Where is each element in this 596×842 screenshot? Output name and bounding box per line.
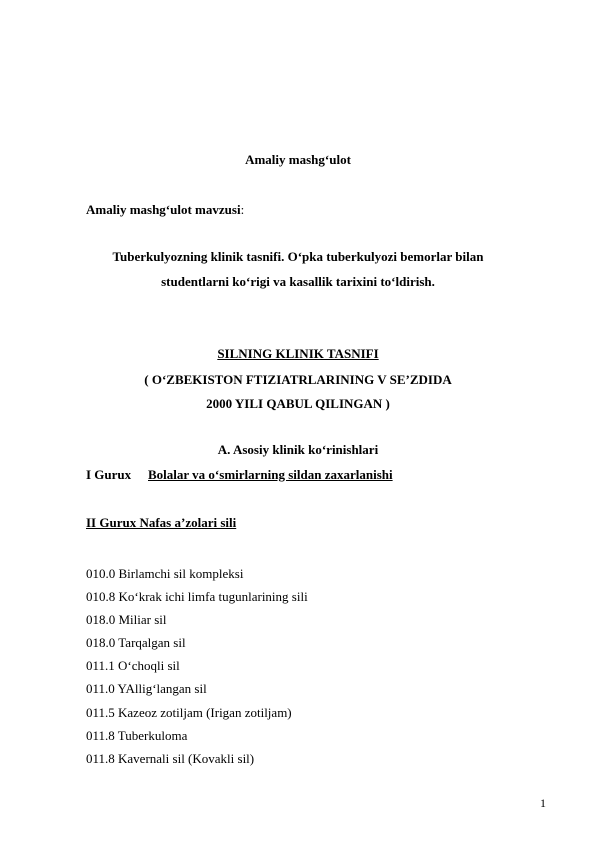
classification-title: SILNING KLINIK TASNIFI (217, 346, 379, 361)
list-item: 011.1 O‘choqli sil (86, 658, 180, 673)
group-1-label: I Gurux (86, 467, 132, 482)
list-item: 010.0 Birlamchi sil kompleksi (86, 566, 244, 581)
classification-subtitle-2: 2000 YILI QABUL QILINGAN ) (206, 396, 390, 411)
classification-subtitle-1: ( O‘ZBEKISTON FTIZIATRLARINING V SE’ZDIDA (144, 372, 452, 387)
group-2-heading: II Gurux Nafas a’zolari sili (86, 515, 237, 530)
section-a-heading: A. Asosiy klinik ko‘rinishlari (217, 442, 379, 457)
topic-colon: : (240, 202, 245, 217)
page-heading: Amaliy mashg‘ulot (245, 152, 351, 167)
list-item: 010.8 Ko‘krak ichi limfa tugunlarining sili (86, 589, 308, 604)
list-item: 018.0 Miliar sil (86, 612, 167, 627)
list-item: 011.8 Tuberkuloma (86, 728, 188, 743)
group-1-heading (86, 467, 393, 483)
list-item: 018.0 Tarqalgan sil (86, 635, 186, 650)
list-item: 011.0 YAllig‘langan sil (86, 681, 207, 696)
topic-line (86, 202, 244, 218)
topic-text-line-2: studentlarni ko‘rigi va kasallik tarixini to‘ldirish. (161, 274, 435, 289)
topic-text-line-1: Tuberkulyozning klinik tasnifi. O‘pka tuberkulyozi bemorlar bilan (112, 249, 484, 264)
topic-label: Amaliy mashg‘ulot mavzusi (86, 202, 241, 217)
group-1-title: Bolalar va o‘smirlarning sildan zaxarlanishi (148, 467, 393, 482)
list-item: 011.8 Kavernali sil (Kovakli sil) (86, 751, 255, 766)
list-item: 011.5 Kazeoz zotiljam (Irigan zotiljam) (86, 705, 292, 720)
page-number: 1 (540, 796, 546, 810)
